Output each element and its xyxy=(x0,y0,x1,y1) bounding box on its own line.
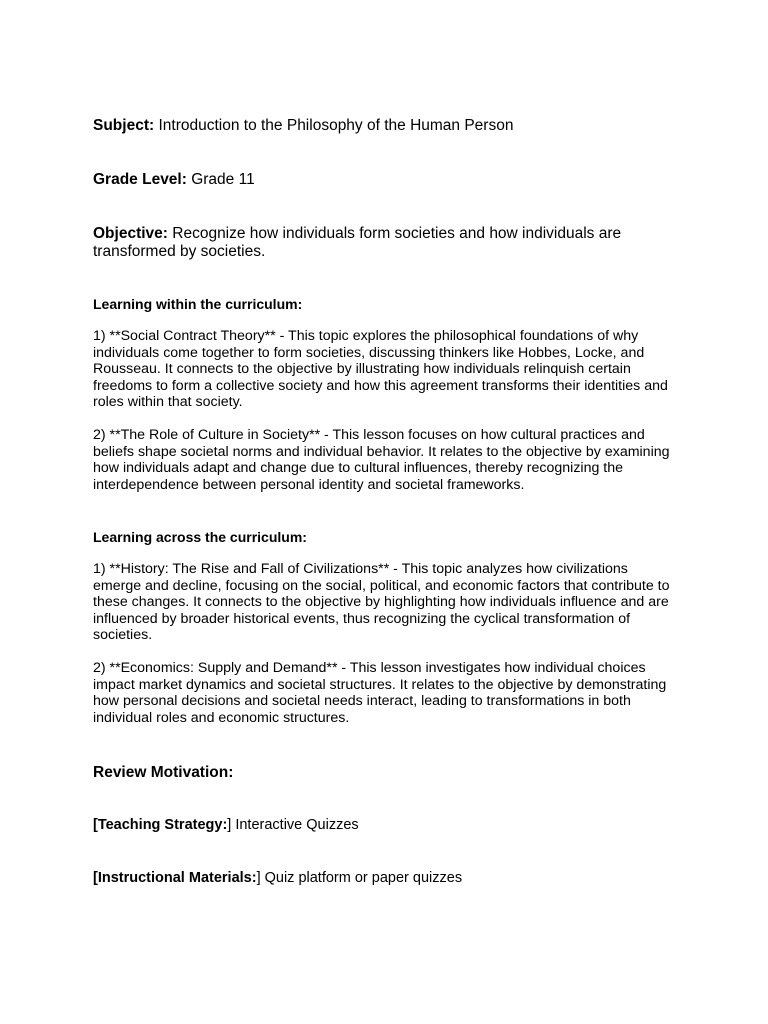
review-motivation-title: Review Motivation: xyxy=(93,764,234,781)
instructional-materials-line xyxy=(93,869,462,887)
subject-label: Subject: xyxy=(93,117,155,134)
teaching-strategy-value: ] Interactive Quizzes xyxy=(227,817,359,833)
subject-value: Introduction to the Philosophy of the Human Person xyxy=(154,117,514,134)
grade-level-line xyxy=(93,170,255,189)
within-curriculum-heading: Learning within the curriculum: xyxy=(93,296,303,312)
teaching-strategy-line xyxy=(93,816,359,834)
grade-level-label: Grade Level: xyxy=(93,171,187,188)
within-curriculum-item-1: 1) **Social Contract Theory** - This topic explores the philosophical foundations of why individuals come together to form societies, discussing thinkers like Hobbes, Locke, and Rousseau. It connects to the objective by illustrating how individuals relinquish certain freedoms to form a collective society and how this agreement transforms their identities and roles within that society. xyxy=(93,328,668,410)
instructional-materials-label: [Instructional Materials: xyxy=(93,870,257,886)
subject-line xyxy=(93,116,513,135)
grade-level-value: Grade 11 xyxy=(186,171,255,188)
objective-label: Objective: xyxy=(93,225,168,242)
teaching-strategy-label: [Teaching Strategy: xyxy=(93,817,228,833)
instructional-materials-value: ] Quiz platform or paper quizzes xyxy=(256,870,463,886)
across-curriculum-item-1: 1) **History: The Rise and Fall of Civilizations** - This topic analyzes how civilizations emerge and decline, focusing on the social, political, and economic factors that contribute to these changes. It connects to the objective by highlighting how individuals influence and are influenced by broader historical events, thus recognizing the cyclical transformation of societies. xyxy=(93,561,670,643)
within-curriculum-item-2: 2) **The Role of Culture in Society** - This lesson focuses on how cultural practices and beliefs shape societal norms and individual behavior. It relates to the objective by examining how individuals adapt and change due to cultural influences, thereby recognizing the interdependence between personal identity and societal frameworks. xyxy=(93,427,670,493)
across-curriculum-item-2: 2) **Economics: Supply and Demand** - This lesson investigates how individual choices impact market dynamics and societal structures. It relates to the objective by demonstrating how personal decisions and societal needs interact, leading to transformations in both individual roles and economic structures. xyxy=(93,660,667,726)
objective-block xyxy=(93,225,678,261)
across-curriculum-heading: Learning across the curriculum: xyxy=(93,529,307,545)
objective-value: Recognize how individuals form societies and how individuals are transformed by societies. xyxy=(93,225,622,260)
